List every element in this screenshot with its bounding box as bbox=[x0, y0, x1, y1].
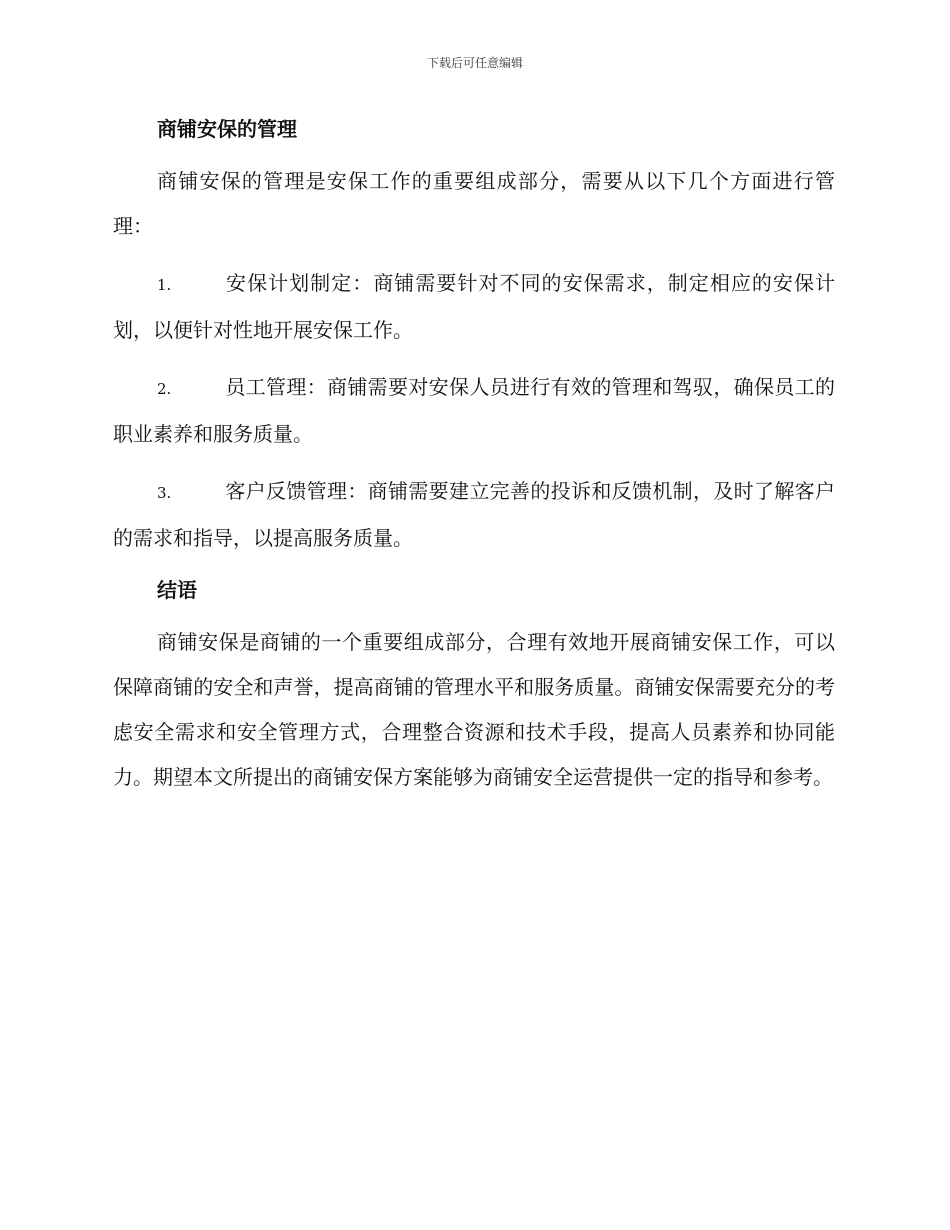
document-body bbox=[113, 112, 835, 800]
list-number: 1. bbox=[157, 276, 172, 294]
management-intro-paragraph: 商铺安保的管理是安保工作的重要组成部分，需要从以下几个方面进行管理： bbox=[113, 169, 835, 238]
list-item-3 bbox=[113, 469, 835, 561]
conclusion-paragraph: 商铺安保是商铺的一个重要组成部分，合理有效地开展商铺安保工作，可以保障商铺的安全和声誉，提高商铺的管理水平和服务质量。商铺安保需要充分的考虑安全需求和安全管理方式，合理整合资源和技术手段，提高人员素养和协同能力。期望本文所提出的商铺安保方案能够为商铺安全运营提供一定的指导和参考。 bbox=[113, 630, 835, 789]
list-item-1 bbox=[113, 261, 835, 353]
header-note: 下载后可任意编辑 bbox=[426, 56, 523, 70]
section-heading-management: 商铺安保的管理 bbox=[157, 117, 297, 141]
list-number: 2. bbox=[157, 380, 172, 398]
list-item-text: 安保计划制定：商铺需要针对不同的安保需求，制定相应的安保计划，以便针对性地开展安保工作。 bbox=[113, 271, 835, 342]
section-heading-conclusion: 结语 bbox=[157, 578, 197, 602]
list-item-text: 客户反馈管理：商铺需要建立完善的投诉和反馈机制，及时了解客户的需求和指导，以提高服务质量。 bbox=[113, 479, 835, 550]
list-number: 3. bbox=[157, 484, 172, 502]
list-item-2 bbox=[113, 365, 835, 457]
list-item-text: 员工管理：商铺需要对安保人员进行有效的管理和驾驭，确保员工的职业素养和服务质量。 bbox=[113, 375, 835, 446]
